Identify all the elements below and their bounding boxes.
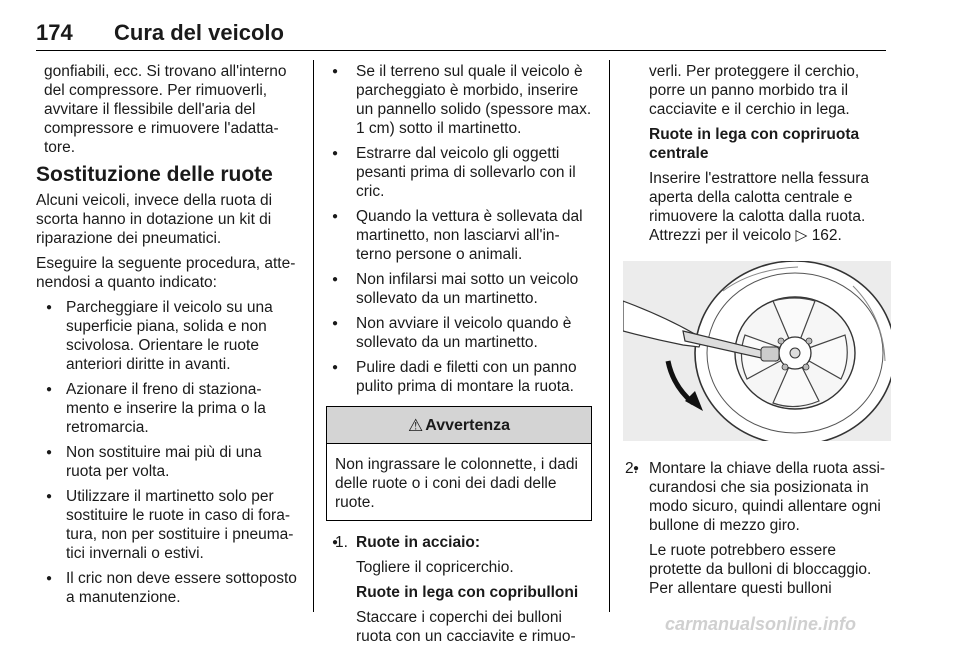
column-divider <box>609 60 610 612</box>
step-text: Montare la chiave della ruota assi-curandosi che sia posizionata in modo sicuro, quindi allentare ogni bullone di mezzo giro. <box>649 460 886 534</box>
numbered-list <box>623 459 891 598</box>
step-item <box>623 459 891 598</box>
bullet-list <box>36 298 298 607</box>
subheading: Ruote in lega con copriruota centrale <box>649 126 860 162</box>
section-title: Cura del veicolo <box>114 20 284 45</box>
warning-title: Avvertenza <box>425 416 511 434</box>
wheel-illustration <box>623 261 891 441</box>
reference-page[interactable]: 162. <box>811 227 842 244</box>
instruction-text: Inserire l'estrattore nella fessura aperta della calotta centrale e rimuovere la calotta dalla ruota. <box>649 170 870 225</box>
procedure-paragraph: Eseguire la seguente procedura, atte-nendosi a quanto indicato: <box>36 255 296 291</box>
watermark: carmanualsonline.info <box>665 614 857 634</box>
column-right <box>623 62 891 604</box>
list-item: ● Il cric non deve essere sottoposto a manutenzione. <box>36 569 298 607</box>
warning-icon: ⚠ <box>407 415 424 435</box>
bullet-list <box>326 62 592 396</box>
step-text: Togliere il copricerchio. <box>356 559 514 576</box>
numbered-list <box>326 533 592 646</box>
step-sublabel: Ruote in lega con copribulloni <box>356 584 579 601</box>
list-item: ● Non infilarsi mai sotto un veicolo sollevato da un martinetto. <box>326 270 592 308</box>
column-divider <box>313 60 314 612</box>
paragraph <box>649 169 891 245</box>
reference-arrow-icon: ▷ <box>795 227 808 244</box>
page-number: 174 <box>36 20 73 45</box>
list-item: ● Non sostituire mai più di una ruota per volta. <box>36 443 298 481</box>
list-item: ● Estrarre dal veicolo gli oggetti pesanti prima di sollevarlo con il cric. <box>326 144 592 201</box>
tire-wrench-illustration <box>623 261 891 441</box>
list-item: ● Quando la vettura è sollevata dal martinetto, non lasciarvi all'in-terno persone o animali. <box>326 207 592 264</box>
step-text: Staccare i coperchi dei bulloni ruota con un cacciavite e rimuo- <box>356 609 576 645</box>
list-item: ● Parcheggiare il veicolo su una superficie piana, solida e non scivolosa. Orientare le ruote anteriori diritte in avanti. <box>36 298 298 374</box>
list-item: ● Non avviare il veicolo quando è sollevato da un martinetto. <box>326 314 592 352</box>
step-number: ● 2. <box>625 460 638 477</box>
step-label: Ruote in acciaio: <box>356 534 481 551</box>
step-text: Le ruote potrebbero essere protette da bulloni di bloccaggio. Per allentare questi bulloni <box>649 542 872 597</box>
step-number: ● 1. <box>335 534 348 551</box>
warning-box <box>326 406 592 521</box>
column-middle <box>326 62 592 652</box>
cross-reference[interactable]: Attrezzi per il veicolo <box>649 227 792 244</box>
list-item: ● Azionare il freno di staziona-mento e inserire la prima o la retromarcia. <box>36 380 298 437</box>
intro-paragraph: Alcuni veicoli, invece della ruota di scorta hanno in dotazione un kit di riparazione dei pneumatici. <box>36 192 273 247</box>
step-item <box>326 533 592 646</box>
list-item: ● Pulire dadi e filetti con un panno pulito prima di montare la ruota. <box>326 358 592 396</box>
list-item: ● Utilizzare il martinetto solo per sostituire le ruote in caso di fora-tura, non per sostituire i pneuma-tici invernali o estivi. <box>36 487 298 563</box>
section-heading: Sostituzione delle ruote <box>36 163 273 186</box>
continued-text: gonfiabili, ecc. Si trovano all'interno del compressore. Per rimuoverli, avvitare il flessibile dell'aria del compressore e rimuovere l'adatta-tore. <box>44 63 287 156</box>
page-header <box>36 16 886 51</box>
column-left <box>36 62 298 613</box>
warning-text: Non ingrassare le colonnette, i dadi delle ruote o i coni dei dadi delle ruote. <box>335 456 578 511</box>
list-item: ● Se il terreno sul quale il veicolo è parcheggiato è morbido, inserire un pannello solido (spessore max. 1 cm) sotto il martinetto. <box>326 62 592 138</box>
warning-header <box>327 407 591 444</box>
continued-text: verli. Per proteggere il cerchio, porre un panno morbido tra il cacciavite e il cerchio in lega. <box>649 63 860 118</box>
